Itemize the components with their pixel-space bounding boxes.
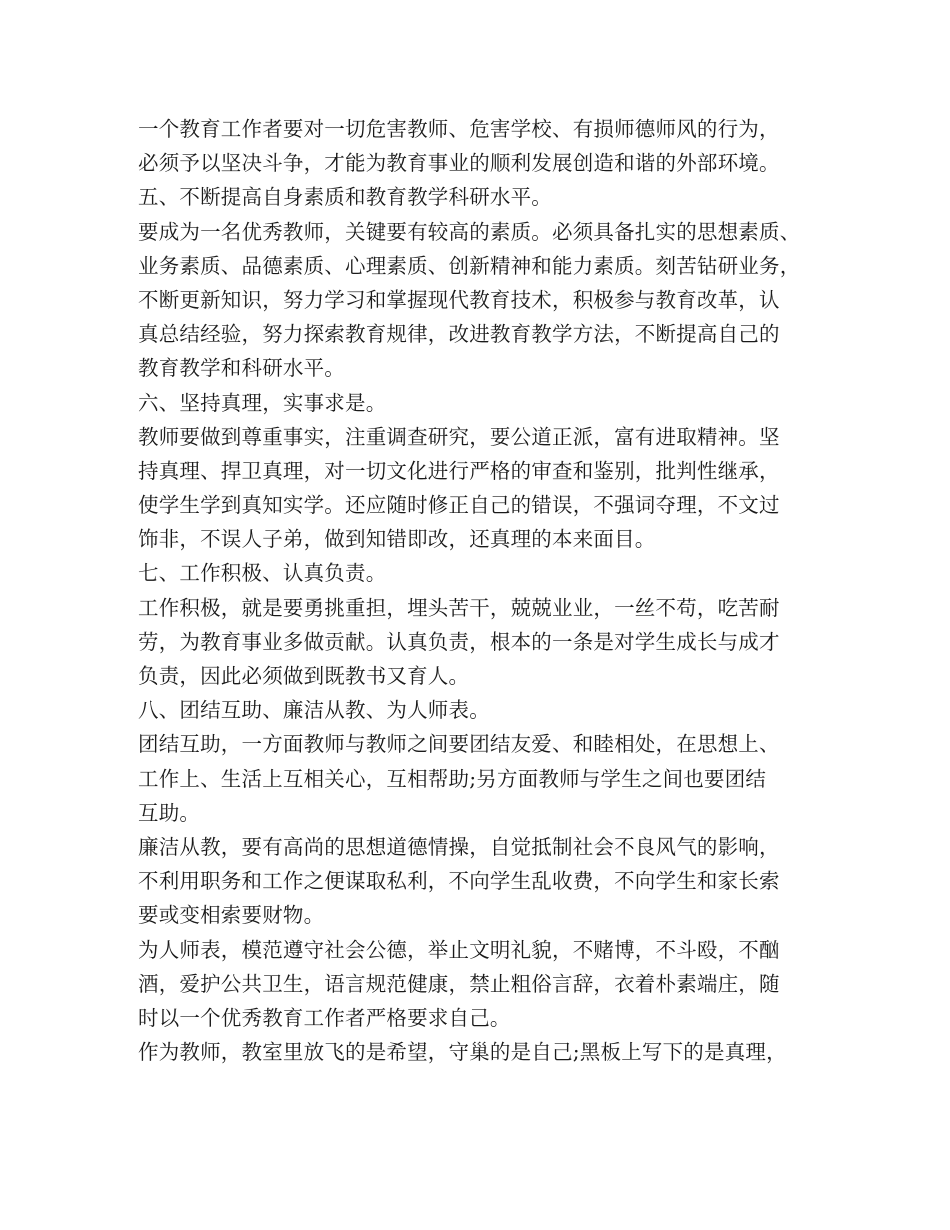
text-line: 要成为一名优秀教师，关键要有较高的素质。必须具备扎实的思想素质、 <box>138 219 801 244</box>
text-line: 饰非，不误人子弟，做到知错即改，还真理的本来面目。 <box>138 527 656 552</box>
text-line: 工作积极，就是要勇挑重担，埋头苦干，兢兢业业，一丝不苟，吃苦耐 <box>138 595 780 620</box>
text-line: 负责，因此必须做到既教书又育人。 <box>138 664 470 688</box>
text-line: 使学生学到真知实学。还应随时修正自己的错误，不强词夺理，不文过 <box>138 493 780 518</box>
text-line: 时以一个优秀教育工作者严格要求自己。 <box>138 1005 511 1030</box>
text-line: 持真理、捍卫真理，对一切文化进行严格的审查和鉴别，批判性继承， <box>138 458 780 483</box>
text-line: 不断更新知识，努力学习和掌握现代教育技术，积极参与教育改革，认 <box>138 287 780 312</box>
text-line: 教育教学和科研水平。 <box>138 356 345 381</box>
document-body <box>138 112 838 1069</box>
text-line: 廉洁从教，要有高尚的思想道德情操，自觉抵制社会不良风气的影响， <box>138 834 780 859</box>
text-line: 一个教育工作者要对一切危害教师、危害学校、有损师德师风的行为， <box>138 117 780 141</box>
section-heading: 六、坚持真理，实事求是。 <box>138 390 387 415</box>
text-line: 业务素质、品德素质、心理素质、创新精神和能力素质。刻苦钻研业务， <box>138 253 801 278</box>
text-line: 教师要做到尊重事实，注重调查研究，要公道正派，富有进取精神。坚 <box>138 424 780 449</box>
text-line: 要或变相索要财物。 <box>138 903 325 928</box>
text-line: 工作上、生活上互相关心，互相帮助;另方面教师与学生之间也要团结 <box>138 766 767 791</box>
text-line: 作为教师，教室里放飞的是希望，守巢的是自己;黑板上写下的是真理， <box>138 1040 787 1065</box>
section-heading: 八、团结互助、廉洁从教、为人师表。 <box>138 698 490 723</box>
section-heading: 五、不断提高自身素质和教育教学科研水平。 <box>138 185 552 210</box>
text-line: 团结互助，一方面教师与教师之间要团结友爱、和睦相处，在思想上、 <box>138 732 780 757</box>
text-line: 为人师表，模范遵守社会公德，举止文明礼貌，不赌博，不斗殴，不酗 <box>138 937 780 962</box>
text-line: 必须予以坚决斗争，才能为教育事业的顺利发展创造和谐的外部环境。 <box>138 151 780 176</box>
text-line: 劳，为教育事业多做贡献。认真负责，根本的一条是对学生成长与成才 <box>138 629 780 654</box>
text-line: 酒，爱护公共卫生，语言规范健康，禁止粗俗言辞，衣着朴素端庄，随 <box>138 971 780 996</box>
text-line: 不利用职务和工作之便谋取私利，不向学生乱收费，不向学生和家长索 <box>138 869 780 894</box>
text-line: 互助。 <box>138 800 201 825</box>
text-line: 真总结经验，努力探索教育规律，改进教育教学方法，不断提高自己的 <box>138 322 780 347</box>
section-heading: 七、工作积极、认真负责。 <box>138 561 387 586</box>
